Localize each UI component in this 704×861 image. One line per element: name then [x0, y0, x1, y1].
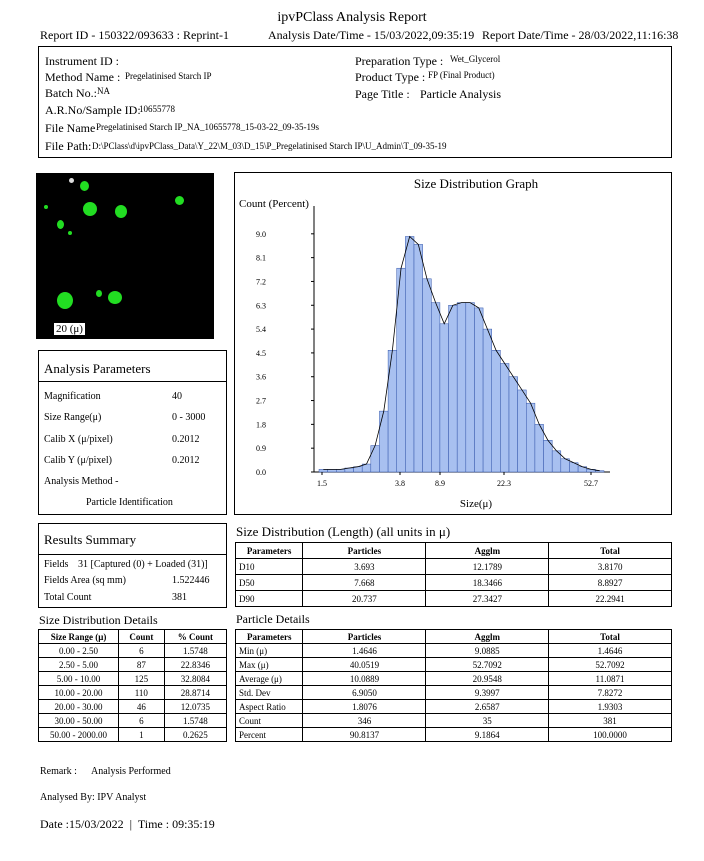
table-cell: 52.7092: [426, 658, 549, 672]
x-tick-label: 3.8: [395, 479, 405, 488]
y-axis-label: Count (Percent): [239, 198, 309, 210]
instrument-id-label: Instrument ID :: [45, 54, 119, 68]
y-tick-label: 9.0: [256, 229, 266, 239]
table-cell: 22.2941: [549, 591, 672, 607]
table-cell: 22.8346: [164, 658, 226, 672]
x-axis-label: Size(μ): [459, 498, 493, 510]
table-cell: 12.1789: [426, 559, 549, 575]
method-label: Method Name :: [45, 70, 121, 84]
table-cell: D50: [236, 575, 303, 591]
histogram-bar: [526, 403, 535, 472]
table-cell: Count: [236, 714, 303, 728]
column-header: Parameters: [236, 543, 303, 559]
table-cell: 12.0735: [164, 700, 226, 714]
scale-label: 20 (μ): [56, 323, 83, 335]
histogram-bar: [474, 308, 483, 472]
table-cell: 8.8927: [549, 575, 672, 591]
method-value: Pregelatinised Starch IP: [125, 71, 212, 81]
report-title: ipvPClass Analysis Report: [277, 10, 427, 25]
column-header: Parameters: [236, 630, 303, 644]
date-time: Date :15/03/2022 | Time : 09:35:19: [40, 817, 215, 831]
histogram-bar: [414, 244, 423, 472]
table-cell: 90.8137: [303, 728, 426, 742]
histogram-bar: [440, 324, 449, 472]
sample-image: [36, 173, 214, 339]
y-tick-label: 6.3: [256, 301, 266, 311]
particle-blob: [80, 181, 89, 191]
table-row: [39, 686, 227, 700]
remark-label: Remark :: [40, 766, 77, 777]
table-cell: 3.8170: [549, 559, 672, 575]
y-tick-label: 0.0: [256, 468, 266, 477]
table-row: [236, 559, 672, 575]
particle-blob: [108, 291, 122, 304]
page-title-label: Page Title :: [355, 87, 410, 101]
size-distribution-chart: [234, 172, 672, 515]
table-cell: 1.8076: [303, 700, 426, 714]
table-row: [39, 644, 227, 658]
table-row: [236, 658, 672, 672]
histogram-bar: [535, 424, 544, 472]
table-cell: 11.0871: [548, 672, 671, 686]
param-label: Calib X (μ/pixel): [44, 434, 113, 445]
particle-blob: [68, 231, 72, 235]
fields-label: Fields: [44, 559, 69, 570]
table-row: [236, 591, 672, 607]
table-row: [236, 672, 672, 686]
table-row: [236, 714, 672, 728]
length-dist-table: [235, 542, 672, 607]
histogram-bar: [371, 446, 380, 472]
table-cell: 1.5748: [164, 644, 226, 658]
prep-type-value: Wet_Glycerol: [450, 54, 501, 64]
histogram-bar: [423, 279, 432, 472]
table-cell: 20.737: [303, 591, 426, 607]
table-cell: 1: [119, 728, 165, 742]
total-count-value: 381: [172, 592, 187, 603]
histogram-bar: [492, 350, 501, 472]
fields-value: 31 [Captured (0) + Loaded (31)]: [78, 559, 208, 570]
param-value: 0.2012: [172, 455, 200, 466]
particle-blob: [175, 196, 184, 205]
divider: [39, 381, 226, 382]
y-tick-label: 3.6: [256, 372, 266, 382]
y-tick-label: 0.9: [256, 444, 266, 454]
analysis-parameters-title: Analysis Parameters: [44, 361, 151, 376]
table-cell: Percent: [236, 728, 303, 742]
histogram-bar: [544, 440, 553, 472]
table-cell: 18.3466: [426, 575, 549, 591]
histogram-bar: [500, 363, 509, 472]
table-cell: 1.4646: [548, 644, 671, 658]
table-cell: 6: [119, 644, 165, 658]
table-row: [236, 700, 672, 714]
y-tick-label: 4.5: [256, 348, 266, 358]
table-cell: 9.0885: [426, 644, 549, 658]
file-name-value: Pregelatinised Starch IP_NA_10655778_15-03-22_09-35-19s: [96, 122, 319, 132]
param-value: 40: [172, 391, 182, 402]
histogram-bar: [431, 303, 440, 472]
x-tick-label: 1.5: [317, 479, 327, 488]
file-path-value: D:\PClass\d\ipvPClass_Data\Y_22\M_03\D_15\P_Pregelatinised Starch IP\U_Admin\T_09-35-19: [92, 141, 447, 151]
particle-blob: [57, 220, 64, 229]
table-row: [39, 728, 227, 742]
param-label: Calib Y (μ/pixel): [44, 455, 112, 466]
histogram-bar: [457, 303, 466, 472]
table-cell: Average (μ): [236, 672, 303, 686]
histogram-bar: [388, 350, 397, 472]
table-header-row: [236, 630, 672, 644]
table-cell: 46: [119, 700, 165, 714]
column-header: Count: [119, 630, 165, 644]
table-row: [39, 714, 227, 728]
arno-label: A.R.No/Sample ID:: [45, 103, 141, 117]
table-cell: 50.00 - 2000.00: [39, 728, 119, 742]
total-count-label: Total Count: [44, 592, 92, 603]
table-cell: 30.00 - 50.00: [39, 714, 119, 728]
table-cell: 10.00 - 20.00: [39, 686, 119, 700]
particle-blob: [83, 202, 97, 216]
x-tick-label: 8.9: [435, 479, 445, 488]
prep-type-label: Preparation Type :: [355, 54, 444, 68]
column-header: Particles: [303, 630, 426, 644]
table-cell: 346: [303, 714, 426, 728]
chart-title: Size Distribution Graph: [413, 176, 539, 191]
table-cell: Std. Dev: [236, 686, 303, 700]
particle-blob: [57, 292, 73, 309]
histogram-bar: [405, 236, 414, 472]
table-row: [236, 644, 672, 658]
table-row: [39, 700, 227, 714]
table-cell: Aspect Ratio: [236, 700, 303, 714]
table-cell: 10.0889: [303, 672, 426, 686]
table-cell: 40.0519: [303, 658, 426, 672]
product-type-label: Product Type :: [355, 70, 426, 84]
table-cell: 87: [119, 658, 165, 672]
histogram-bar: [379, 411, 388, 472]
table-cell: D10: [236, 559, 303, 575]
product-type-value: FP (Final Product): [428, 70, 495, 80]
report-datetime: Report Date/Time - 28/03/2022,11:16:38: [482, 28, 679, 42]
column-header: % Count: [164, 630, 226, 644]
size-details-table: [38, 629, 227, 742]
particle-details-title: Particle Details: [236, 612, 310, 626]
divider: [39, 554, 226, 555]
histogram-bar: [595, 471, 604, 472]
table-cell: Min (μ): [236, 644, 303, 658]
table-header-row: [236, 543, 672, 559]
table-cell: 9.1864: [426, 728, 549, 742]
column-header: Size Range (μ): [39, 630, 119, 644]
particle-blob: [115, 205, 127, 218]
results-summary-title: Results Summary: [44, 532, 137, 547]
table-cell: 2.6587: [426, 700, 549, 714]
analysed-by: Analysed By: IPV Analyst: [40, 792, 147, 803]
table-cell: 6.9050: [303, 686, 426, 700]
table-cell: 6: [119, 714, 165, 728]
table-cell: 5.00 - 10.00: [39, 672, 119, 686]
column-header: Total: [548, 630, 671, 644]
table-cell: 20.00 - 30.00: [39, 700, 119, 714]
param-value: 0.2012: [172, 434, 200, 445]
y-tick-label: 8.1: [256, 253, 266, 263]
table-cell: 125: [119, 672, 165, 686]
param-label: Magnification: [44, 391, 101, 402]
column-header: Total: [549, 543, 672, 559]
particle-blob: [69, 178, 74, 183]
table-cell: 381: [548, 714, 671, 728]
histogram-bar: [518, 390, 527, 472]
table-cell: 52.7092: [548, 658, 671, 672]
histogram-bar: [449, 305, 458, 472]
fields-area-label: Fields Area (sq mm): [44, 575, 126, 586]
param-label: Size Range(μ): [44, 412, 102, 423]
analysis-method-value: Particle Identification: [86, 497, 173, 508]
file-name-label: File Name: [45, 121, 96, 135]
table-cell: 27.3427: [426, 591, 549, 607]
histogram-bar: [561, 459, 570, 472]
particle-blob: [96, 290, 102, 297]
table-cell: 3.693: [303, 559, 426, 575]
file-path-label: File Path:: [45, 139, 92, 153]
table-cell: 28.8714: [164, 686, 226, 700]
table-cell: 0.2625: [164, 728, 226, 742]
table-cell: Max (μ): [236, 658, 303, 672]
table-cell: 100.0000: [548, 728, 671, 742]
y-tick-label: 7.2: [256, 277, 266, 287]
table-cell: D90: [236, 591, 303, 607]
fields-area-value: 1.522446: [172, 575, 210, 586]
x-tick-label: 52.7: [584, 479, 598, 488]
y-tick-label: 2.7: [256, 396, 266, 406]
table-cell: 32.8084: [164, 672, 226, 686]
table-header-row: [39, 630, 227, 644]
column-header: Particles: [303, 543, 426, 559]
histogram-bar: [466, 303, 475, 472]
table-cell: 1.4646: [303, 644, 426, 658]
table-row: [236, 686, 672, 700]
table-cell: 7.668: [303, 575, 426, 591]
remark-value: Analysis Performed: [91, 766, 171, 777]
table-cell: 9.3997: [426, 686, 549, 700]
analysis-method-label: Analysis Method -: [44, 476, 119, 487]
batch-label: Batch No.:: [45, 86, 97, 100]
y-tick-label: 1.8: [256, 420, 266, 430]
column-header: Agglm: [426, 630, 549, 644]
batch-value: NA: [97, 86, 110, 96]
y-tick-label: 5.4: [256, 325, 266, 335]
table-cell: 1.9303: [548, 700, 671, 714]
table-cell: 1.5748: [164, 714, 226, 728]
table-cell: 110: [119, 686, 165, 700]
table-cell: 2.50 - 5.00: [39, 658, 119, 672]
size-details-title: Size Distribution Details: [39, 613, 158, 627]
report-id: Report ID - 150322/093633 : Reprint-1: [40, 28, 229, 42]
param-value: 0 - 3000: [172, 412, 206, 423]
analysis-datetime: Analysis Date/Time - 15/03/2022,09:35:19: [268, 28, 475, 42]
table-cell: 20.9548: [426, 672, 549, 686]
table-row: [236, 575, 672, 591]
table-cell: 35: [426, 714, 549, 728]
particle-details-table: [235, 629, 672, 742]
x-tick-label: 22.3: [497, 479, 511, 488]
histogram-bar: [483, 329, 492, 472]
table-row: [236, 728, 672, 742]
particle-blob: [44, 205, 48, 209]
table-cell: 0.00 - 2.50: [39, 644, 119, 658]
page-title-value: Particle Analysis: [420, 87, 501, 101]
arno-value: 10655778: [139, 104, 175, 114]
length-dist-title: Size Distribution (Length) (all units in μ): [236, 524, 451, 539]
table-row: [39, 658, 227, 672]
table-row: [39, 672, 227, 686]
histogram-bar: [509, 377, 518, 472]
column-header: Agglm: [426, 543, 549, 559]
table-cell: 7.8272: [548, 686, 671, 700]
